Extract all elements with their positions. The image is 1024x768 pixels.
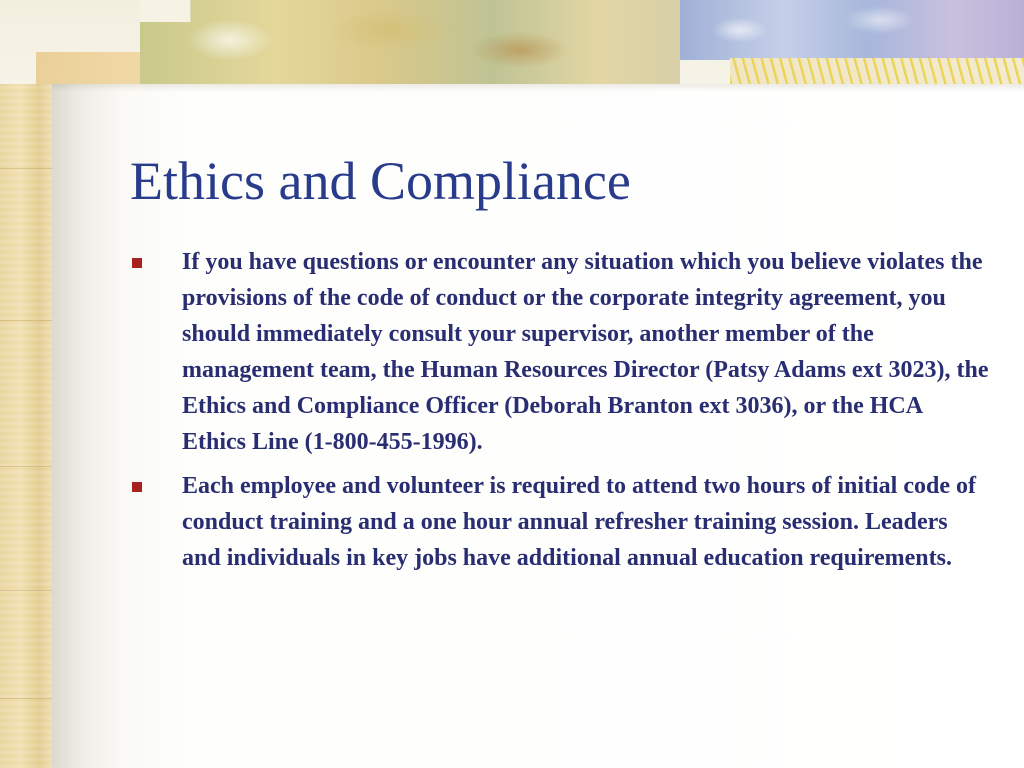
square-bullet-icon bbox=[132, 258, 142, 268]
banner-wheat-image bbox=[730, 58, 1024, 84]
banner-leaf-image bbox=[140, 0, 680, 84]
banner-tile bbox=[140, 0, 191, 22]
banner-blue-image bbox=[680, 0, 1024, 60]
strip-divider bbox=[0, 590, 52, 591]
bullet-list bbox=[130, 244, 990, 584]
bullet-text: If you have questions or encounter any situation which you believe violates the provisions of the code of conduct or the corporate integrity agreement, you should immediately consult your supervisor, another member of the management team, the Human Resources Director (Patsy Adams ext 3023), the Ethics and Compliance Officer (Deborah Branton ext 3036), or the HCA Ethics Line (1-800-455-1996). bbox=[182, 249, 989, 455]
left-parchment-strip bbox=[0, 0, 52, 768]
bullet-item bbox=[130, 244, 990, 460]
decorative-banner bbox=[0, 0, 1024, 84]
strip-divider bbox=[0, 698, 52, 699]
square-bullet-icon bbox=[132, 482, 142, 492]
banner-shadow bbox=[52, 84, 1024, 92]
slide-title: Ethics and Compliance bbox=[130, 151, 631, 211]
bullet-item bbox=[130, 468, 990, 576]
strip-divider bbox=[0, 320, 52, 321]
banner-tile bbox=[36, 52, 146, 84]
bullet-text: Each employee and volunteer is required to attend two hours of initial code of conduct training and a one hour annual refresher training session. Leaders and individuals in key jobs have additional annual education requirements. bbox=[182, 473, 976, 571]
strip-divider bbox=[0, 168, 52, 169]
strip-divider bbox=[0, 466, 52, 467]
